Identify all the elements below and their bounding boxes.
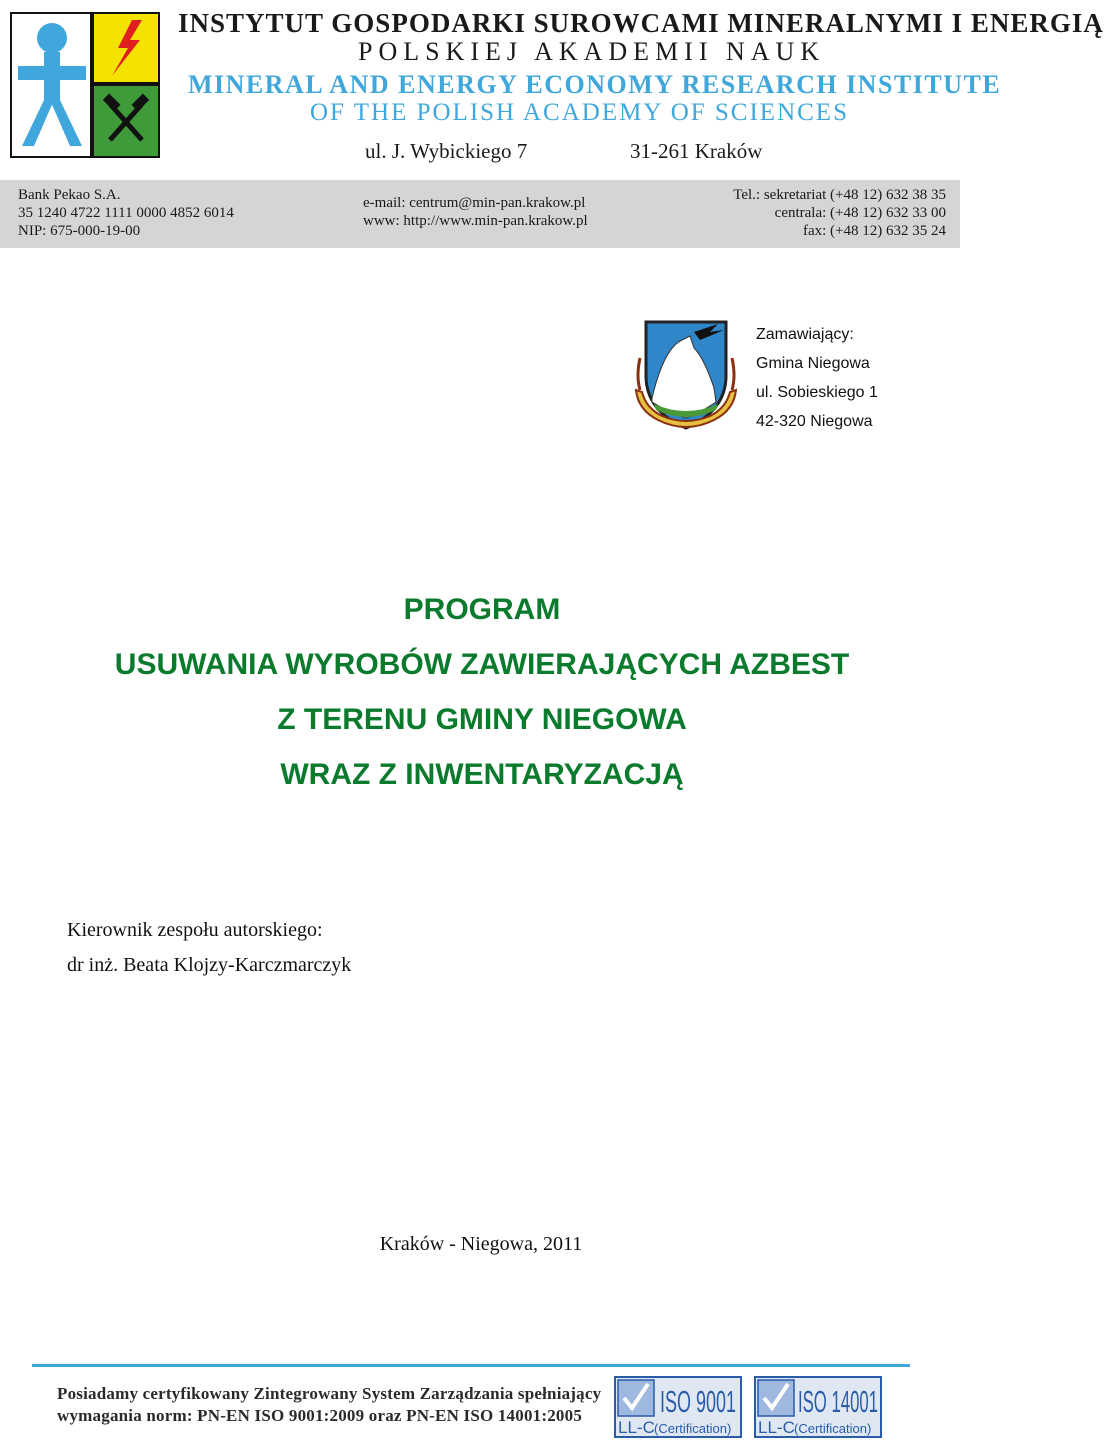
academy-name-pl: POLSKIEJ AKADEMII NAUK: [358, 37, 826, 66]
author-block: [67, 913, 351, 983]
institute-city: 31-261 Kraków: [630, 139, 763, 163]
title-line-3: Z TERENU GMINY NIEGOWA: [277, 703, 687, 736]
author-role: Kierownik zespołu autorskiego:: [67, 919, 323, 941]
cert-1-standard: ISO 9001: [660, 1384, 736, 1419]
hammer-and-pick-icon: [94, 86, 158, 156]
nip-number: NIP: 675-000-19-00: [18, 223, 141, 239]
document-title: [0, 582, 964, 802]
phone-central: centrala: (+48 12) 632 33 00: [774, 205, 946, 221]
email-link[interactable]: e-mail: centrum@min-pan.krakow.pl: [363, 195, 586, 211]
title-line-2: USUWANIA WYROBÓW ZAWIERAJĄCYCH AZBEST: [114, 648, 850, 681]
certification-line-2: wymagania norm: PN-EN ISO 9001:2009 oraz PN-EN ISO 14001:2005: [57, 1406, 583, 1425]
cert-2-issuer: LL-C: [758, 1418, 795, 1437]
municipal-coat-of-arms-icon: [634, 318, 738, 432]
institute-name-en: MINERAL AND ENERGY ECONOMY RESEARCH INSTITUTE: [188, 70, 1002, 99]
logo-mining-panel: [92, 84, 160, 158]
institute-name-pl: INSTYTUT GOSPODARKI SUROWCAMI MINERALNYMI I ENERGIĄ: [178, 8, 1104, 38]
iso-9001-certificate-badge: [614, 1376, 742, 1438]
footer-divider: [32, 1364, 910, 1367]
logo-energy-panel: [92, 12, 160, 84]
bank-info: [18, 186, 234, 240]
phone-info: [733, 186, 946, 240]
cert-1-issuer-note: (Certification): [654, 1421, 732, 1436]
cert-2-issuer-note: (Certification): [794, 1421, 872, 1436]
fax-number: fax: (+48 12) 632 35 24: [802, 223, 946, 239]
bank-name: Bank Pekao S.A.: [18, 187, 121, 203]
human-figure-icon: [12, 14, 90, 156]
client-street: ul. Sobieskiego 1: [756, 384, 878, 401]
lightning-icon: [94, 14, 158, 82]
client-name: Gmina Niegowa: [756, 355, 870, 372]
institute-logo: [10, 12, 160, 158]
certification-note: [57, 1383, 601, 1427]
client-label: Zamawiający:: [756, 326, 854, 343]
bank-account: 35 1240 4722 1111 0000 4852 6014: [18, 205, 234, 221]
institute-street: ul. J. Wybickiego 7: [365, 139, 528, 163]
iso-14001-certificate-badge: [754, 1376, 882, 1438]
client-block: [756, 320, 878, 436]
place-and-date: Kraków - Niegowa, 2011: [379, 1233, 583, 1255]
phone-secretariat: Tel.: sekretariat (+48 12) 632 38 35: [733, 187, 946, 203]
letterhead: [0, 0, 1104, 250]
author-name: dr inż. Beata Klojzy-Karczmarczyk: [67, 954, 352, 976]
website-link[interactable]: www: http://www.min-pan.krakow.pl: [363, 213, 588, 229]
title-line-4: WRAZ Z INWENTARYZACJĄ: [280, 758, 684, 791]
logo-figure-panel: [10, 12, 92, 158]
cert-2-standard: ISO 14001: [798, 1384, 878, 1419]
contact-info-bar: [0, 180, 960, 248]
cert-1-issuer: LL-C: [618, 1418, 655, 1437]
academy-name-en: OF THE POLISH ACADEMY OF SCIENCES: [310, 99, 849, 126]
client-postal: 42-320 Niegowa: [756, 413, 873, 430]
title-line-1: PROGRAM: [403, 593, 561, 626]
web-info: [363, 194, 588, 230]
certification-line-1: Posiadamy certyfikowany Zintegrowany System Zarządzania spełniający: [57, 1384, 602, 1403]
